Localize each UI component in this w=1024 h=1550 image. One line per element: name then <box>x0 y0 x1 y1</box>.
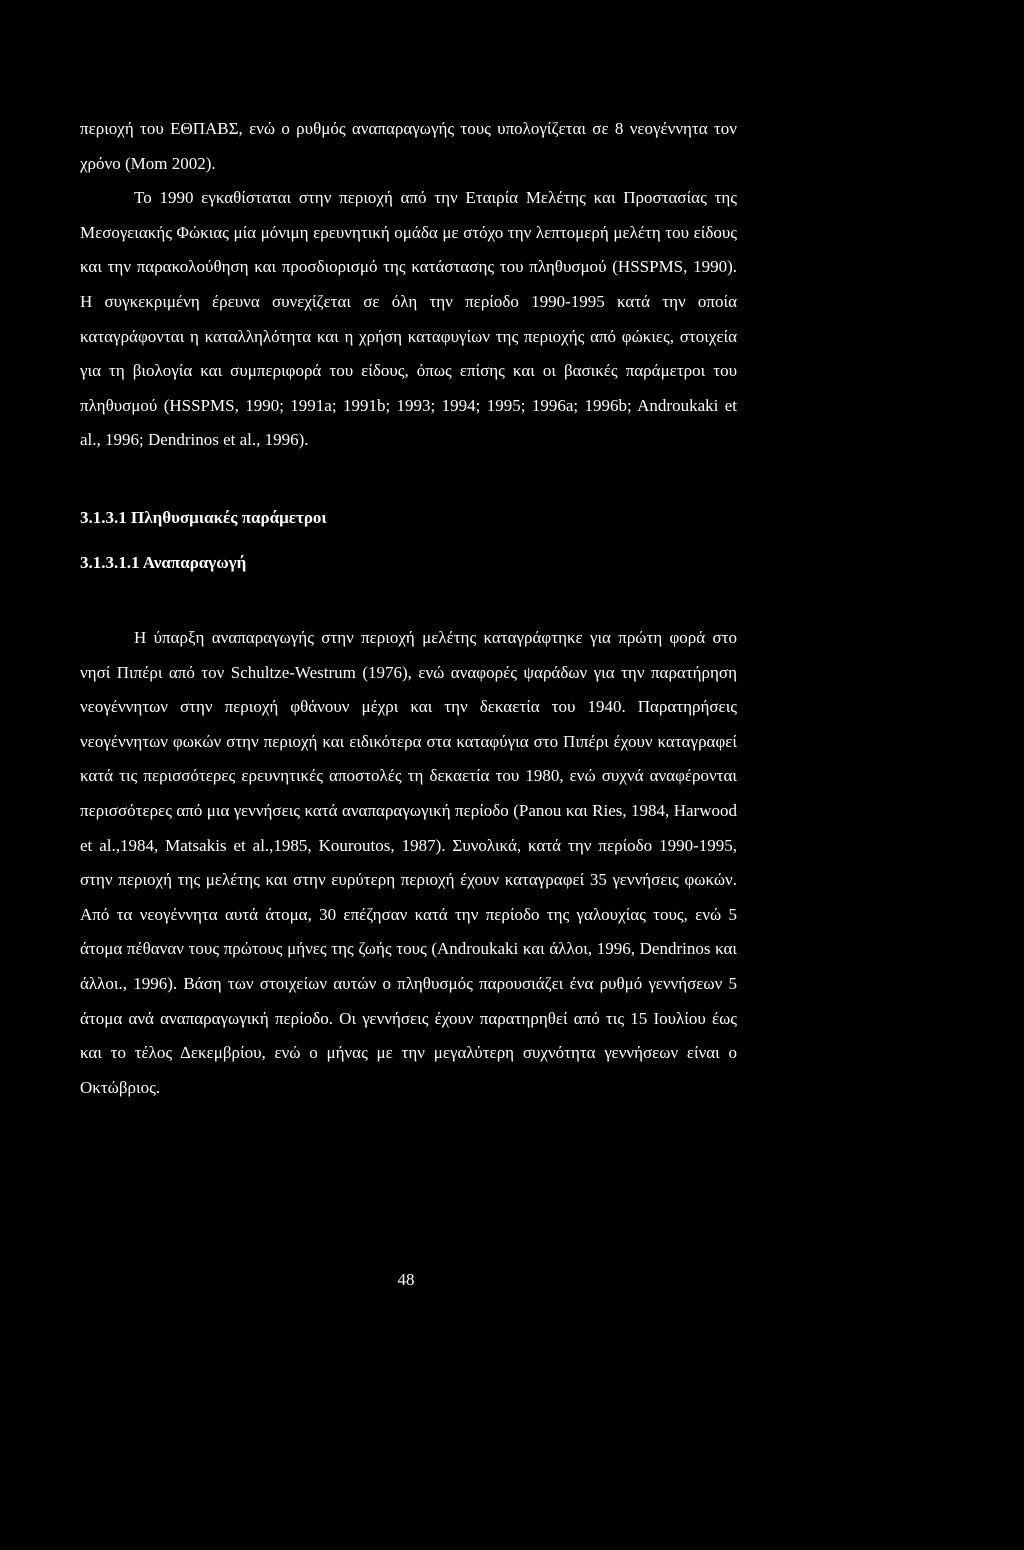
section-heading: 3.1.3.1 Πληθυσμιακές παράμετροι <box>80 508 327 527</box>
paragraph-reproduction: Η ύπαρξη αναπαραγωγής στην περιοχή μελέτης καταγράφτηκε για πρώτη φορά στο νησί Πιπέρι από τον Schultze-Westrum (1976), ενώ αναφορές ψαράδων για την παρατήρηση νεογέννητων στην περιοχή φθάνουν μέχρι και την δεκαετία του 1940. Παρατηρήσεις νεογέννητων φωκών στην περιοχή και ειδικότερα στα καταφύγια στο Πιπέρι έχουν καταγραφεί κατά τις περισσότερες ερευνητικές αποστολές τη δεκαετία του 1980, ενώ συχνά αναφέρονται περισσότερες από μια γεννήσεις κατά αναπαραγωγική περίοδο (Panou και Ries, 1984, Harwood et al.,1984, Matsakis et al.,1985, Kouroutos, 1987). Συνολικά, κατά την περίοδο 1990-1995, στην περιοχή της μελέτης και στην ευρύτερη περιοχή έχουν καταγραφεί 35 γεννήσεις φωκών. Από τα νεογέννητα αυτά άτομα, 30 επέζησαν κατά την περίοδο της γαλουχίας τους, ενώ 5 άτομα πέθαναν τους πρώτους μήνες της ζωής τους (Androukaki και άλλοι, 1996, Dendrinos και άλλοι., 1996). Βάση των στοιχείων αυτών ο πληθυσμός παρουσιάζει ένα ρυθμό γεννήσεων 5 άτομα ανά αναπαραγωγική περίοδο. Οι γεννήσεις έχουν παρατηρηθεί από τις 15 Ιουλίου έως και το τέλος Δεκεμβρίου, ενώ ο μήνας με την μεγαλύτερη συχνότητα γεννήσεων είναι ο Οκτώβριος. <box>80 628 737 1097</box>
paragraph-continued: περιοχή του ΕΘΠΑΒΣ, ενώ ο ρυθμός αναπαραγωγής τους υπολογίζεται σε 8 νεογέννητα τον χρόνο (Mom 2002). <box>80 119 737 173</box>
text-block-reproduction <box>80 621 737 1105</box>
paragraph-hsspms: Το 1990 εγκαθίσταται στην περιοχή από την Εταιρία Μελέτης και Προστασίας της Μεσογειακής Φώκιας μία μόνιμη ερευνητική ομάδα με στόχο την λεπτομερή μελέτη του είδους και την παρακολούθηση και προσδιορισμό της κατάστασης του πληθυσμού (HSSPMS, 1990). Η συγκεκριμένη έρευνα συνεχίζεται σε όλη την περίοδο 1990-1995 κατά την οποία καταγράφονται η καταλληλότητα και η χρήση καταφυγίων της περιοχής από φώκιες, στοιχεία για τη βιολογία και συμπεριφορά του είδους, όπως επίσης και οι βασικές παράμετροι του πληθυσμού (HSSPMS, 1990; 1991a; 1991b; 1993; 1994; 1995; 1996a; 1996b; Androukaki et al., 1996; Dendrinos et al., 1996). <box>80 188 737 450</box>
page-number: 48 <box>397 1270 415 1289</box>
subsection-heading: 3.1.3.1.1 Αναπαραγωγή <box>80 553 247 572</box>
text-block-intro <box>80 112 737 458</box>
